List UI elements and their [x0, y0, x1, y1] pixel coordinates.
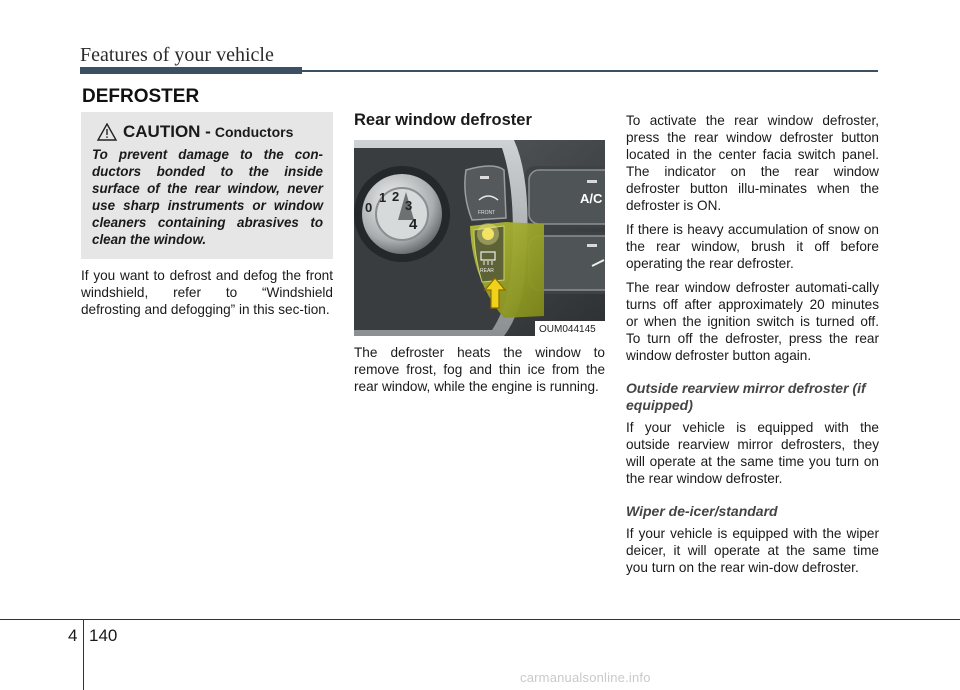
- rear-defroster-heading: Rear window defroster: [354, 111, 532, 129]
- col3-paragraph-4: If your vehicle is equipped with the outside rearview mirror defrosters, they will operate at the same time you turn on the rear window defroster.: [626, 420, 879, 486]
- wiper-deicer-heading: Wiper de-icer/standard: [626, 503, 778, 519]
- section-header: Features of your vehicle: [80, 44, 274, 66]
- dial-number-1: 1: [379, 190, 387, 205]
- column-3: [626, 112, 879, 583]
- caution-box: [81, 112, 333, 259]
- header-bar: [80, 67, 302, 74]
- footer-rule: [0, 619, 960, 620]
- warning-icon: [97, 123, 117, 141]
- figure-code: OUM044145: [539, 324, 596, 335]
- page-title: DEFROSTER: [82, 86, 200, 107]
- defroster-button-photo: [354, 140, 605, 336]
- caution-subject: Conductors: [214, 124, 294, 140]
- caution-text: To prevent damage to the con-ductors bonded to the inside surface of the rear window, never use sharp instruments or window cleaners containing abrasives to clean the window.: [92, 147, 323, 247]
- dial-number-3: 3: [405, 198, 413, 213]
- rear-label: REAR: [480, 268, 494, 274]
- mirror-defroster-heading: Outside rearview mirror defroster (if equipped): [626, 380, 866, 413]
- caution-label: CAUTION -: [123, 122, 211, 141]
- front-label: FRONT: [478, 210, 496, 216]
- col1-paragraph: If you want to defrost and defog the front windshield, refer to “Windshield defrosting and defogging” in this sec-tion.: [81, 268, 333, 317]
- col3-paragraph-2: If there is heavy accumulation of snow on the rear window, brush it off before operating the rear defroster.: [626, 222, 879, 271]
- dial-number-2: 2: [392, 189, 400, 204]
- page-number: 140: [89, 626, 118, 645]
- header-rule: [302, 70, 878, 72]
- ac-label: A/C: [580, 191, 603, 206]
- col3-paragraph-5: If your vehicle is equipped with the wiper deicer, it will operate at the same time you turn on the rear win-dow defroster.: [626, 526, 879, 575]
- col3-paragraph-3: The rear window defroster automati-cally turns off after approximately 20 minutes or when the ignition switch is turned off. To turn off the defroster, press the rear window defroster button again.: [626, 280, 879, 363]
- col3-paragraph-1: To activate the rear window defroster, press the rear window defroster button located in the center facia switch panel. The indicator on the rear window defroster button illu-minates when the defroster is ON.: [626, 113, 879, 213]
- chapter-number: 4: [68, 626, 78, 645]
- caution-heading: [97, 121, 293, 143]
- footer-divider: [83, 620, 84, 690]
- dial-number-4: 4: [409, 216, 418, 233]
- watermark: carmanualsonline.info: [520, 670, 651, 685]
- col2-paragraph: The defroster heats the window to remove frost, fog and thin ice from the rear window, while the engine is running.: [354, 345, 605, 394]
- dial-number-0: 0: [365, 200, 373, 215]
